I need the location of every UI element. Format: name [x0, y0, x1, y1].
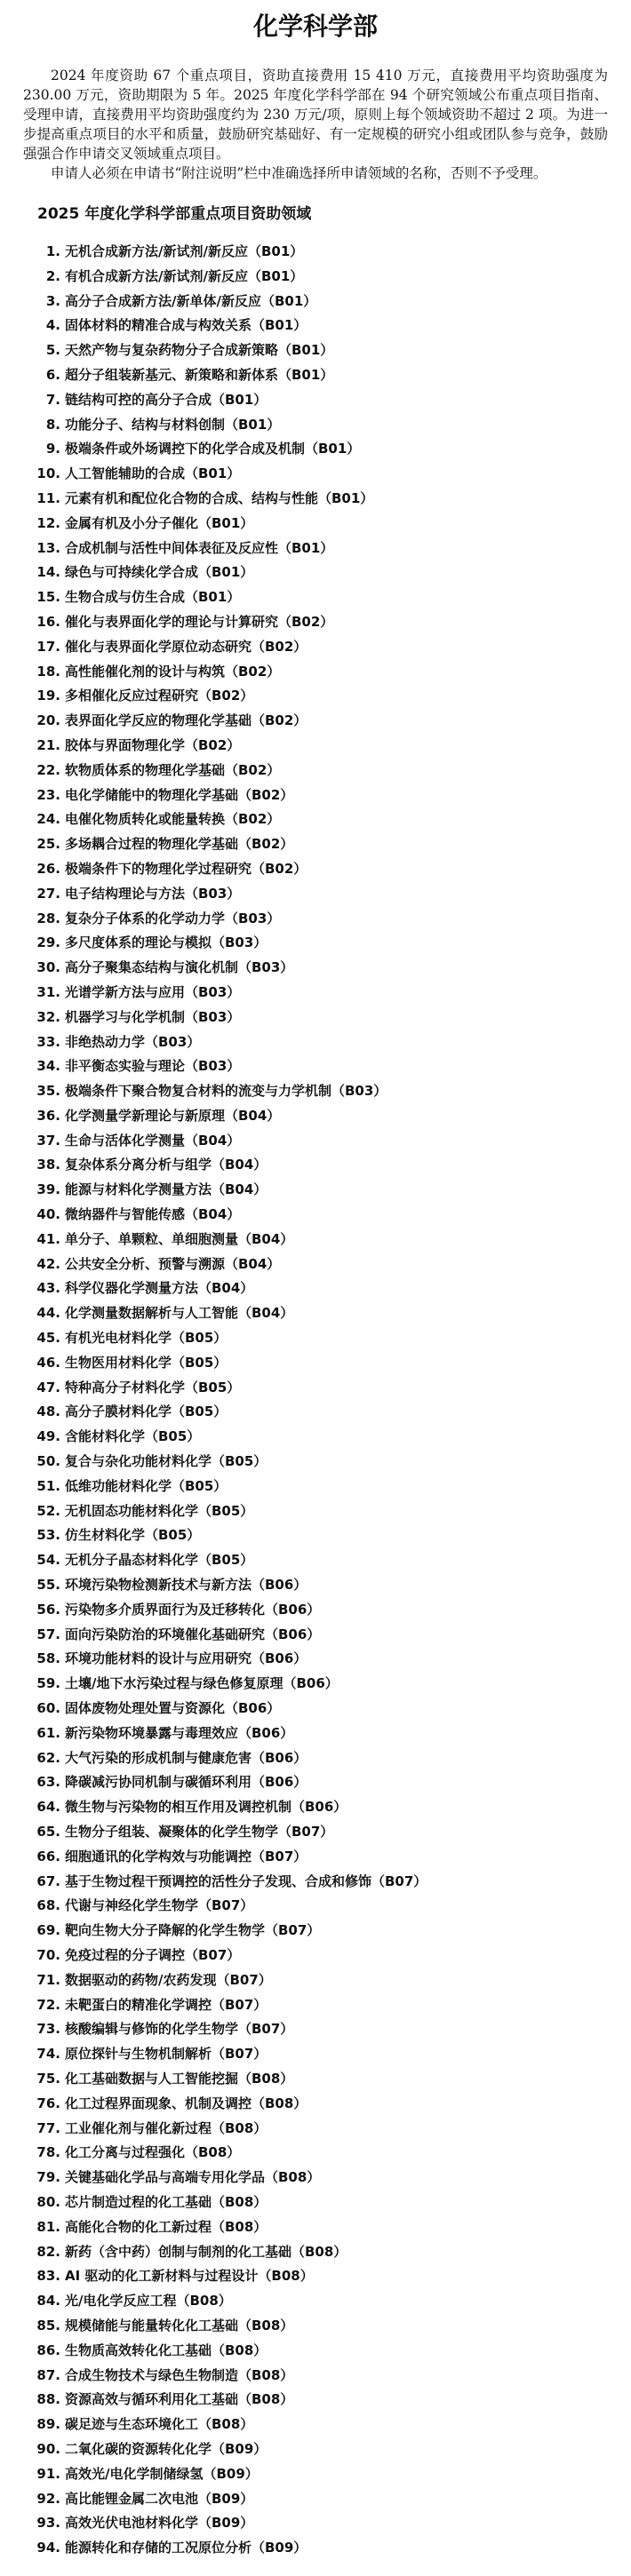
list-item-number: 64.	[36, 1799, 60, 1816]
list-item-text: 高效光/电化学制储绿氢（B09）	[65, 2465, 259, 2482]
list-item-number: 26.	[36, 860, 60, 877]
list-item-text: 环境污染物检测新技术与新方法（B06）	[65, 1577, 308, 1594]
list-item-number: 18.	[36, 663, 60, 680]
list-item-text: 固体废物处理处置与资源化（B06）	[65, 1700, 281, 1717]
list-item-text: 有机合成新方法/新试剂/新反应（B01）	[65, 267, 304, 284]
list-item	[34, 1450, 608, 1475]
list-item	[34, 635, 608, 660]
list-item-text: 表界面化学反应的物理化学基础（B02）	[65, 712, 308, 729]
list-item-text: 软物质体系的物理化学基础（B02）	[65, 761, 281, 778]
list-item-number: 62.	[36, 1749, 60, 1766]
list-item-text: 无机合成新方法/新试剂/新反应（B01）	[65, 243, 304, 259]
list-item-text: 化学测量数据解析与人工智能（B04）	[65, 1305, 294, 1322]
list-item-number: 70.	[36, 1946, 60, 1963]
list-item-text: 固体材料的精准合成与构效关系（B01）	[65, 317, 308, 334]
list-item	[34, 2264, 608, 2289]
list-item-number: 66.	[36, 1848, 60, 1864]
list-item-text: 二氧化碳的资源转化化学（B09）	[65, 2440, 268, 2457]
list-item-number: 12.	[36, 514, 60, 531]
list-item-number: 84.	[36, 2293, 60, 2310]
list-item-number: 13.	[36, 539, 60, 556]
list-item-number: 91.	[36, 2465, 60, 2482]
list-item-text: 规模储能与能量转化化工基础（B08）	[65, 2317, 294, 2334]
list-item-text: 生物合成与仿生合成（B01）	[65, 589, 241, 606]
list-item	[34, 240, 608, 265]
list-item-number: 50.	[36, 1453, 60, 1470]
list-item-text: 人工智能辅助的合成（B01）	[65, 465, 241, 482]
list-item-text: 基于生物过程干预调控的活性分子发现、合成和修饰（B07）	[65, 1872, 427, 1889]
list-item-text: 化工基础数据与人工智能挖掘（B08）	[65, 2070, 294, 2087]
list-item-number: 54.	[36, 1552, 60, 1569]
list-item-text: 代谢与神经化学生物学（B07）	[65, 1897, 254, 1914]
list-item	[34, 585, 608, 610]
list-item	[34, 759, 608, 783]
list-item	[34, 1030, 608, 1055]
list-item	[34, 2166, 608, 2190]
list-item	[34, 807, 608, 832]
list-item-text: AI 驱动的化工新材料与过程设计（B08）	[65, 2268, 314, 2285]
list-item-text: 高比能锂金属二次电池（B09）	[65, 2490, 254, 2507]
list-item	[34, 2437, 608, 2462]
list-item	[34, 437, 608, 462]
list-item	[34, 1129, 608, 1154]
list-item	[34, 734, 608, 759]
list-item-number: 42.	[36, 1255, 60, 1272]
list-item-number: 36.	[36, 1107, 60, 1124]
list-item-number: 9.	[45, 441, 60, 457]
list-item-text: 超分子组装新基元、新策略和新体系（B01）	[65, 366, 334, 383]
list-item-text: 功能分子、结构与材料创制（B01）	[65, 416, 281, 433]
list-item-number: 25.	[36, 836, 60, 853]
list-item	[34, 1153, 608, 1178]
list-item	[34, 857, 608, 882]
list-item	[34, 2017, 608, 2042]
list-item-text: 面向污染防治的环境催化基础研究（B06）	[65, 1626, 321, 1642]
list-item-text: 电化学储能中的物理化学基础（B02）	[65, 786, 294, 803]
list-item-number: 94.	[36, 2540, 60, 2556]
list-item-number: 44.	[36, 1305, 60, 1322]
list-item	[34, 1944, 608, 1968]
list-item-number: 11.	[36, 489, 60, 506]
list-item	[34, 1104, 608, 1129]
list-item	[34, 462, 608, 487]
list-item-number: 48.	[36, 1403, 60, 1420]
list-item-text: 极端条件下聚合物复合材料的流变与力学机制（B03）	[65, 1083, 387, 1100]
list-item-number: 77.	[36, 2119, 60, 2136]
list-item-text: 多相催化反应过程研究（B02）	[65, 688, 254, 704]
list-item-text: 复杂分子体系的化学动力学（B03）	[65, 910, 281, 926]
list-item-number: 29.	[36, 934, 60, 951]
list-item-text: 天然产物与复杂药物分子合成新策略（B01）	[65, 342, 334, 359]
list-item-number: 89.	[36, 2416, 60, 2433]
list-item	[34, 931, 608, 956]
list-item-number: 67.	[36, 1872, 60, 1889]
list-item	[34, 1548, 608, 1573]
list-item-text: 工业催化剂与催化新过程（B08）	[65, 2119, 268, 2136]
list-item-number: 39.	[36, 1181, 60, 1198]
list-item-text: 新药（含中药）创制与制剂的化工基础（B08）	[65, 2243, 347, 2260]
list-item-text: 微纳器件与智能传感（B04）	[65, 1206, 241, 1223]
list-item	[34, 1425, 608, 1450]
list-item	[34, 1894, 608, 1919]
list-item-text: 原位探针与生物机制解析（B07）	[65, 2046, 268, 2063]
list-item-number: 35.	[36, 1083, 60, 1100]
list-item	[34, 1326, 608, 1351]
list-item-text: 合成生物技术与绿色生物制造（B08）	[65, 2366, 294, 2383]
list-item	[34, 660, 608, 685]
list-item	[34, 956, 608, 981]
list-item	[34, 1870, 608, 1895]
list-item-text: 生物质高效转化化工基础（B08）	[65, 2341, 268, 2358]
list-item-text: 高性能催化剂的设计与构筑（B02）	[65, 663, 281, 680]
list-item-text: 胶体与界面物理化学（B02）	[65, 736, 241, 753]
list-item	[34, 413, 608, 438]
list-item-number: 53.	[36, 1527, 60, 1544]
list-item	[34, 2339, 608, 2364]
list-item-text: 高分子膜材料化学（B05）	[65, 1403, 228, 1420]
list-item-number: 92.	[36, 2490, 60, 2507]
list-item	[34, 1523, 608, 1548]
intro-paragraph-1: 2024 年度资助 67 个重点项目，资助直接费用 15 410 万元，直接费用平均资助强度为 230.00 万元，资助期限为 5 年。2025 年度化学科学部在 94 个研究领域公布重点项目指南、受理申请，直接费用平均资助强度约为 230 万元/项，原则上每个领域资助不超过 2 项。为进一步提高重点项目的水平和质量，鼓励研究基础好、有一定规模的研究小组或团队参与竞争，鼓励强强合作申请交叉领域重点项目。	[23, 68, 608, 162]
list-item	[34, 1820, 608, 1845]
list-item	[34, 2117, 608, 2142]
list-item-number: 45.	[36, 1330, 60, 1347]
list-item	[34, 2487, 608, 2512]
list-item	[34, 2190, 608, 2215]
list-item-number: 10.	[36, 465, 60, 482]
list-item-text: 微生物与污染物的相互作用及调控机制（B06）	[65, 1799, 347, 1816]
list-item	[34, 2215, 608, 2240]
list-item-text: 多尺度体系的理论与模拟（B03）	[65, 934, 268, 951]
list-item-number: 22.	[36, 761, 60, 778]
list-item-number: 3.	[45, 292, 60, 309]
list-item	[34, 1054, 608, 1079]
list-item-number: 47.	[36, 1379, 60, 1395]
list-item	[34, 1475, 608, 1499]
list-item-text: 无机固态功能材料化学（B05）	[65, 1502, 254, 1519]
list-item-text: 能源与材料化学测量方法（B04）	[65, 1181, 268, 1198]
list-item-text: 极端条件下的物理化学过程研究（B02）	[65, 860, 308, 877]
list-item-text: 降碳减污协同机制与碳循环利用（B06）	[65, 1774, 308, 1791]
list-item-number: 17.	[36, 638, 60, 655]
list-item-number: 86.	[36, 2341, 60, 2358]
list-item	[34, 2067, 608, 2092]
list-item-text: 极端条件或外场调控下的化学合成及机制（B01）	[65, 441, 361, 457]
list-item-number: 68.	[36, 1897, 60, 1914]
list-item-text: 绿色与可持续化学合成（B01）	[65, 564, 254, 581]
list-item-number: 6.	[45, 366, 60, 383]
list-item-text: 新污染物环境暴露与毒理效应（B06）	[65, 1724, 294, 1741]
list-item	[34, 314, 608, 338]
list-item-number: 2.	[45, 267, 60, 284]
list-item-number: 27.	[36, 885, 60, 902]
list-item-text: 生物医用材料化学（B05）	[65, 1354, 228, 1371]
list-item	[34, 2536, 608, 2561]
list-item-number: 8.	[45, 416, 60, 433]
list-item	[34, 1573, 608, 1598]
list-item	[34, 1993, 608, 2018]
list-item	[34, 1376, 608, 1401]
list-item-number: 20.	[36, 712, 60, 729]
list-item	[34, 1919, 608, 1944]
list-item	[34, 2092, 608, 2117]
list-item-text: 电子结构理论与方法（B03）	[65, 885, 241, 902]
list-item-number: 60.	[36, 1700, 60, 1717]
list-item	[34, 2141, 608, 2166]
intro-paragraph-2: 申请人必须在申请书“附注说明”栏中准确选择所申请领域的名称，否则不予受理。	[51, 165, 547, 181]
list-item-number: 23.	[36, 786, 60, 803]
list-item	[34, 2364, 608, 2389]
list-item-text: 机器学习与化学机制（B03）	[65, 1008, 241, 1025]
list-item-number: 79.	[36, 2169, 60, 2186]
list-item	[34, 2240, 608, 2265]
list-item-number: 46.	[36, 1354, 60, 1371]
list-item	[34, 265, 608, 290]
list-item-number: 85.	[36, 2317, 60, 2334]
list-item-number: 16.	[36, 613, 60, 630]
list-item-number: 43.	[36, 1280, 60, 1297]
list-item	[34, 1623, 608, 1648]
list-item-text: 非绝热动力学（B03）	[65, 1033, 201, 1050]
list-item	[34, 388, 608, 413]
list-item-text: 高能化合物的化工新过程（B08）	[65, 2218, 268, 2235]
list-item	[34, 981, 608, 1006]
list-item	[34, 1276, 608, 1301]
list-item-number: 83.	[36, 2268, 60, 2285]
list-item	[34, 363, 608, 388]
list-item	[34, 2413, 608, 2437]
list-item-text: 多场耦合过程的物理化学基础（B02）	[65, 836, 294, 853]
list-item	[34, 1598, 608, 1623]
list-item	[34, 684, 608, 709]
list-item-text: 免疫过程的分子调控（B07）	[65, 1946, 241, 1963]
list-item-number: 37.	[36, 1132, 60, 1149]
list-item-text: 高分子合成新方法/新单体/新反应（B01）	[65, 292, 317, 309]
list-item	[34, 882, 608, 907]
list-item-text: 土壤/地下水污染过程与绿色修复原理（B06）	[65, 1675, 339, 1692]
list-item-number: 28.	[36, 910, 60, 926]
list-item-number: 75.	[36, 2070, 60, 2087]
list-item	[34, 2511, 608, 2536]
list-item-number: 15.	[36, 589, 60, 606]
funding-area-list	[23, 240, 608, 2561]
list-item-number: 34.	[36, 1058, 60, 1075]
list-item-number: 65.	[36, 1824, 60, 1840]
list-item-number: 14.	[36, 564, 60, 581]
list-item-text: 低维功能材料化学（B05）	[65, 1477, 228, 1494]
list-item	[34, 1647, 608, 1672]
list-item	[34, 1721, 608, 1746]
list-item-number: 74.	[36, 2046, 60, 2063]
list-item-number: 81.	[36, 2218, 60, 2235]
list-item	[34, 2462, 608, 2487]
list-item	[34, 1845, 608, 1870]
list-item	[34, 561, 608, 585]
list-item	[34, 907, 608, 932]
list-item	[34, 1079, 608, 1104]
list-item-text: 金属有机及小分子催化（B01）	[65, 514, 254, 531]
list-item-text: 芯片制造过程的化工基础（B08）	[65, 2193, 268, 2210]
list-item-text: 电催化物质转化或能量转换（B02）	[65, 811, 281, 828]
list-item-text: 污染物多介质界面行为及迁移转化（B06）	[65, 1601, 321, 1618]
list-item	[34, 610, 608, 635]
list-item-text: 无机分子晶态材料化学（B05）	[65, 1552, 254, 1569]
list-item-number: 1.	[45, 243, 60, 259]
list-item-number: 87.	[36, 2366, 60, 2383]
list-item-number: 5.	[45, 342, 60, 359]
list-item-text: 含能材料化学（B05）	[65, 1428, 201, 1445]
list-item-number: 72.	[36, 1996, 60, 2013]
list-item-number: 33.	[36, 1033, 60, 1050]
list-item	[34, 1672, 608, 1697]
list-item	[34, 1178, 608, 1203]
list-item-text: 生物分子组装、凝聚体的化学生物学（B07）	[65, 1824, 334, 1840]
list-item-text: 化工过程界面现象、机制及调控（B08）	[65, 2095, 308, 2111]
list-item-number: 78.	[36, 2144, 60, 2161]
list-item-text: 非平衡态实验与理论（B03）	[65, 1058, 241, 1075]
list-item-text: 高分子聚集态结构与演化机制（B03）	[65, 959, 294, 976]
list-item	[34, 1697, 608, 1721]
list-item	[34, 709, 608, 734]
list-item-number: 58.	[36, 1650, 60, 1667]
list-item-text: 碳足迹与生态环境化工（B08）	[65, 2416, 254, 2433]
list-item	[34, 537, 608, 561]
list-item-number: 30.	[36, 959, 60, 976]
list-item	[34, 1746, 608, 1771]
list-item-number: 40.	[36, 1206, 60, 1223]
list-item-number: 32.	[36, 1008, 60, 1025]
list-item-text: 有机光电材料化学（B05）	[65, 1330, 228, 1347]
list-item-number: 41.	[36, 1230, 60, 1247]
list-item	[34, 783, 608, 808]
list-item	[34, 1400, 608, 1425]
list-item	[34, 1203, 608, 1228]
list-item-text: 靶向生物大分子降解的化学生物学（B07）	[65, 1922, 321, 1939]
list-item	[34, 2042, 608, 2067]
list-item-text: 能源转化和存储的工况原位分析（B09）	[65, 2540, 308, 2556]
list-item	[34, 1770, 608, 1795]
section-title: 2025 年度化学科学部重点项目资助领域	[37, 205, 312, 223]
list-item	[34, 487, 608, 512]
list-item-text: 复合与杂化功能材料化学（B05）	[65, 1453, 268, 1470]
list-item	[34, 832, 608, 857]
list-item-text: 特种高分子材料化学（B05）	[65, 1379, 241, 1395]
list-item-number: 56.	[36, 1601, 60, 1618]
list-item-text: 科学仪器化学测量方法（B04）	[65, 1280, 254, 1297]
list-item-number: 63.	[36, 1774, 60, 1791]
list-item-number: 80.	[36, 2193, 60, 2210]
list-item-text: 光/电化学反应工程（B08）	[65, 2293, 232, 2310]
list-item-text: 环境功能材料的设计与应用研究（B06）	[65, 1650, 308, 1667]
list-item-text: 合成机制与活性中间体表征及反应性（B01）	[65, 539, 334, 556]
list-item-number: 38.	[36, 1157, 60, 1173]
list-item	[34, 1795, 608, 1820]
list-item-text: 元素有机和配位化合物的合成、结构与性能（B01）	[65, 489, 374, 506]
list-item-number: 21.	[36, 736, 60, 753]
list-item-number: 19.	[36, 688, 60, 704]
list-item	[34, 512, 608, 537]
list-item-number: 49.	[36, 1428, 60, 1445]
list-item-text: 公共安全分析、预警与溯源（B04）	[65, 1255, 281, 1272]
page-title: 化学科学部	[252, 12, 378, 41]
list-item-text: 细胞通讯的化学构效与功能调控（B07）	[65, 1848, 308, 1864]
list-item-text: 催化与表界面化学的理论与计算研究（B02）	[65, 613, 334, 630]
list-item-number: 52.	[36, 1502, 60, 1519]
list-item	[34, 1006, 608, 1030]
list-item-text: 单分子、单颗粒、单细胞测量（B04）	[65, 1230, 294, 1247]
list-item	[34, 1968, 608, 1993]
list-item	[34, 2388, 608, 2413]
list-item-text: 化学测量学新理论与新原理（B04）	[65, 1107, 281, 1124]
list-item-text: 核酸编辑与修饰的化学生物学（B07）	[65, 2021, 294, 2038]
list-item-number: 61.	[36, 1724, 60, 1741]
list-item	[34, 2289, 608, 2314]
list-item-number: 7.	[45, 391, 60, 408]
list-item	[34, 1252, 608, 1277]
list-item-number: 69.	[36, 1922, 60, 1939]
list-item-number: 31.	[36, 983, 60, 1000]
list-item-number: 24.	[36, 811, 60, 828]
list-item-text: 链结构可控的高分子合成（B01）	[65, 391, 268, 408]
list-item	[34, 2314, 608, 2339]
list-item-text: 数据驱动的药物/农药发现（B07）	[65, 1971, 272, 1988]
list-item	[34, 290, 608, 314]
list-item-number: 4.	[45, 317, 60, 334]
list-item-number: 55.	[36, 1577, 60, 1594]
list-item	[34, 1499, 608, 1524]
list-item-number: 59.	[36, 1675, 60, 1692]
list-item	[34, 1301, 608, 1326]
list-item	[34, 338, 608, 363]
list-item-text: 催化与表界面化学原位动态研究（B02）	[65, 638, 308, 655]
list-item-text: 生命与活体化学测量（B04）	[65, 1132, 241, 1149]
list-item-number: 57.	[36, 1626, 60, 1642]
list-item-number: 73.	[36, 2021, 60, 2038]
list-item-number: 88.	[36, 2391, 60, 2408]
list-item-text: 复杂体系分离分析与组学（B04）	[65, 1157, 268, 1173]
list-item-number: 71.	[36, 1971, 60, 1988]
list-item-text: 高效光伏电池材料化学（B09）	[65, 2515, 254, 2532]
list-item-text: 关键基础化学品与高端专用化学品（B08）	[65, 2169, 321, 2186]
list-item-text: 光谱学新方法与应用（B03）	[65, 983, 241, 1000]
list-item	[34, 1351, 608, 1376]
list-item-text: 化工分离与过程强化（B08）	[65, 2144, 241, 2161]
list-item	[34, 1228, 608, 1252]
list-item-number: 76.	[36, 2095, 60, 2111]
list-item-number: 93.	[36, 2515, 60, 2532]
list-item-text: 大气污染的形成机制与健康危害（B06）	[65, 1749, 308, 1766]
list-item-number: 51.	[36, 1477, 60, 1494]
list-item-text: 仿生材料化学（B05）	[65, 1527, 201, 1544]
list-item-number: 82.	[36, 2243, 60, 2260]
list-item-number: 90.	[36, 2440, 60, 2457]
list-item-text: 未靶蛋白的精准化学调控（B07）	[65, 1996, 268, 2013]
list-item-text: 资源高效与循环利用化工基础（B08）	[65, 2391, 294, 2408]
